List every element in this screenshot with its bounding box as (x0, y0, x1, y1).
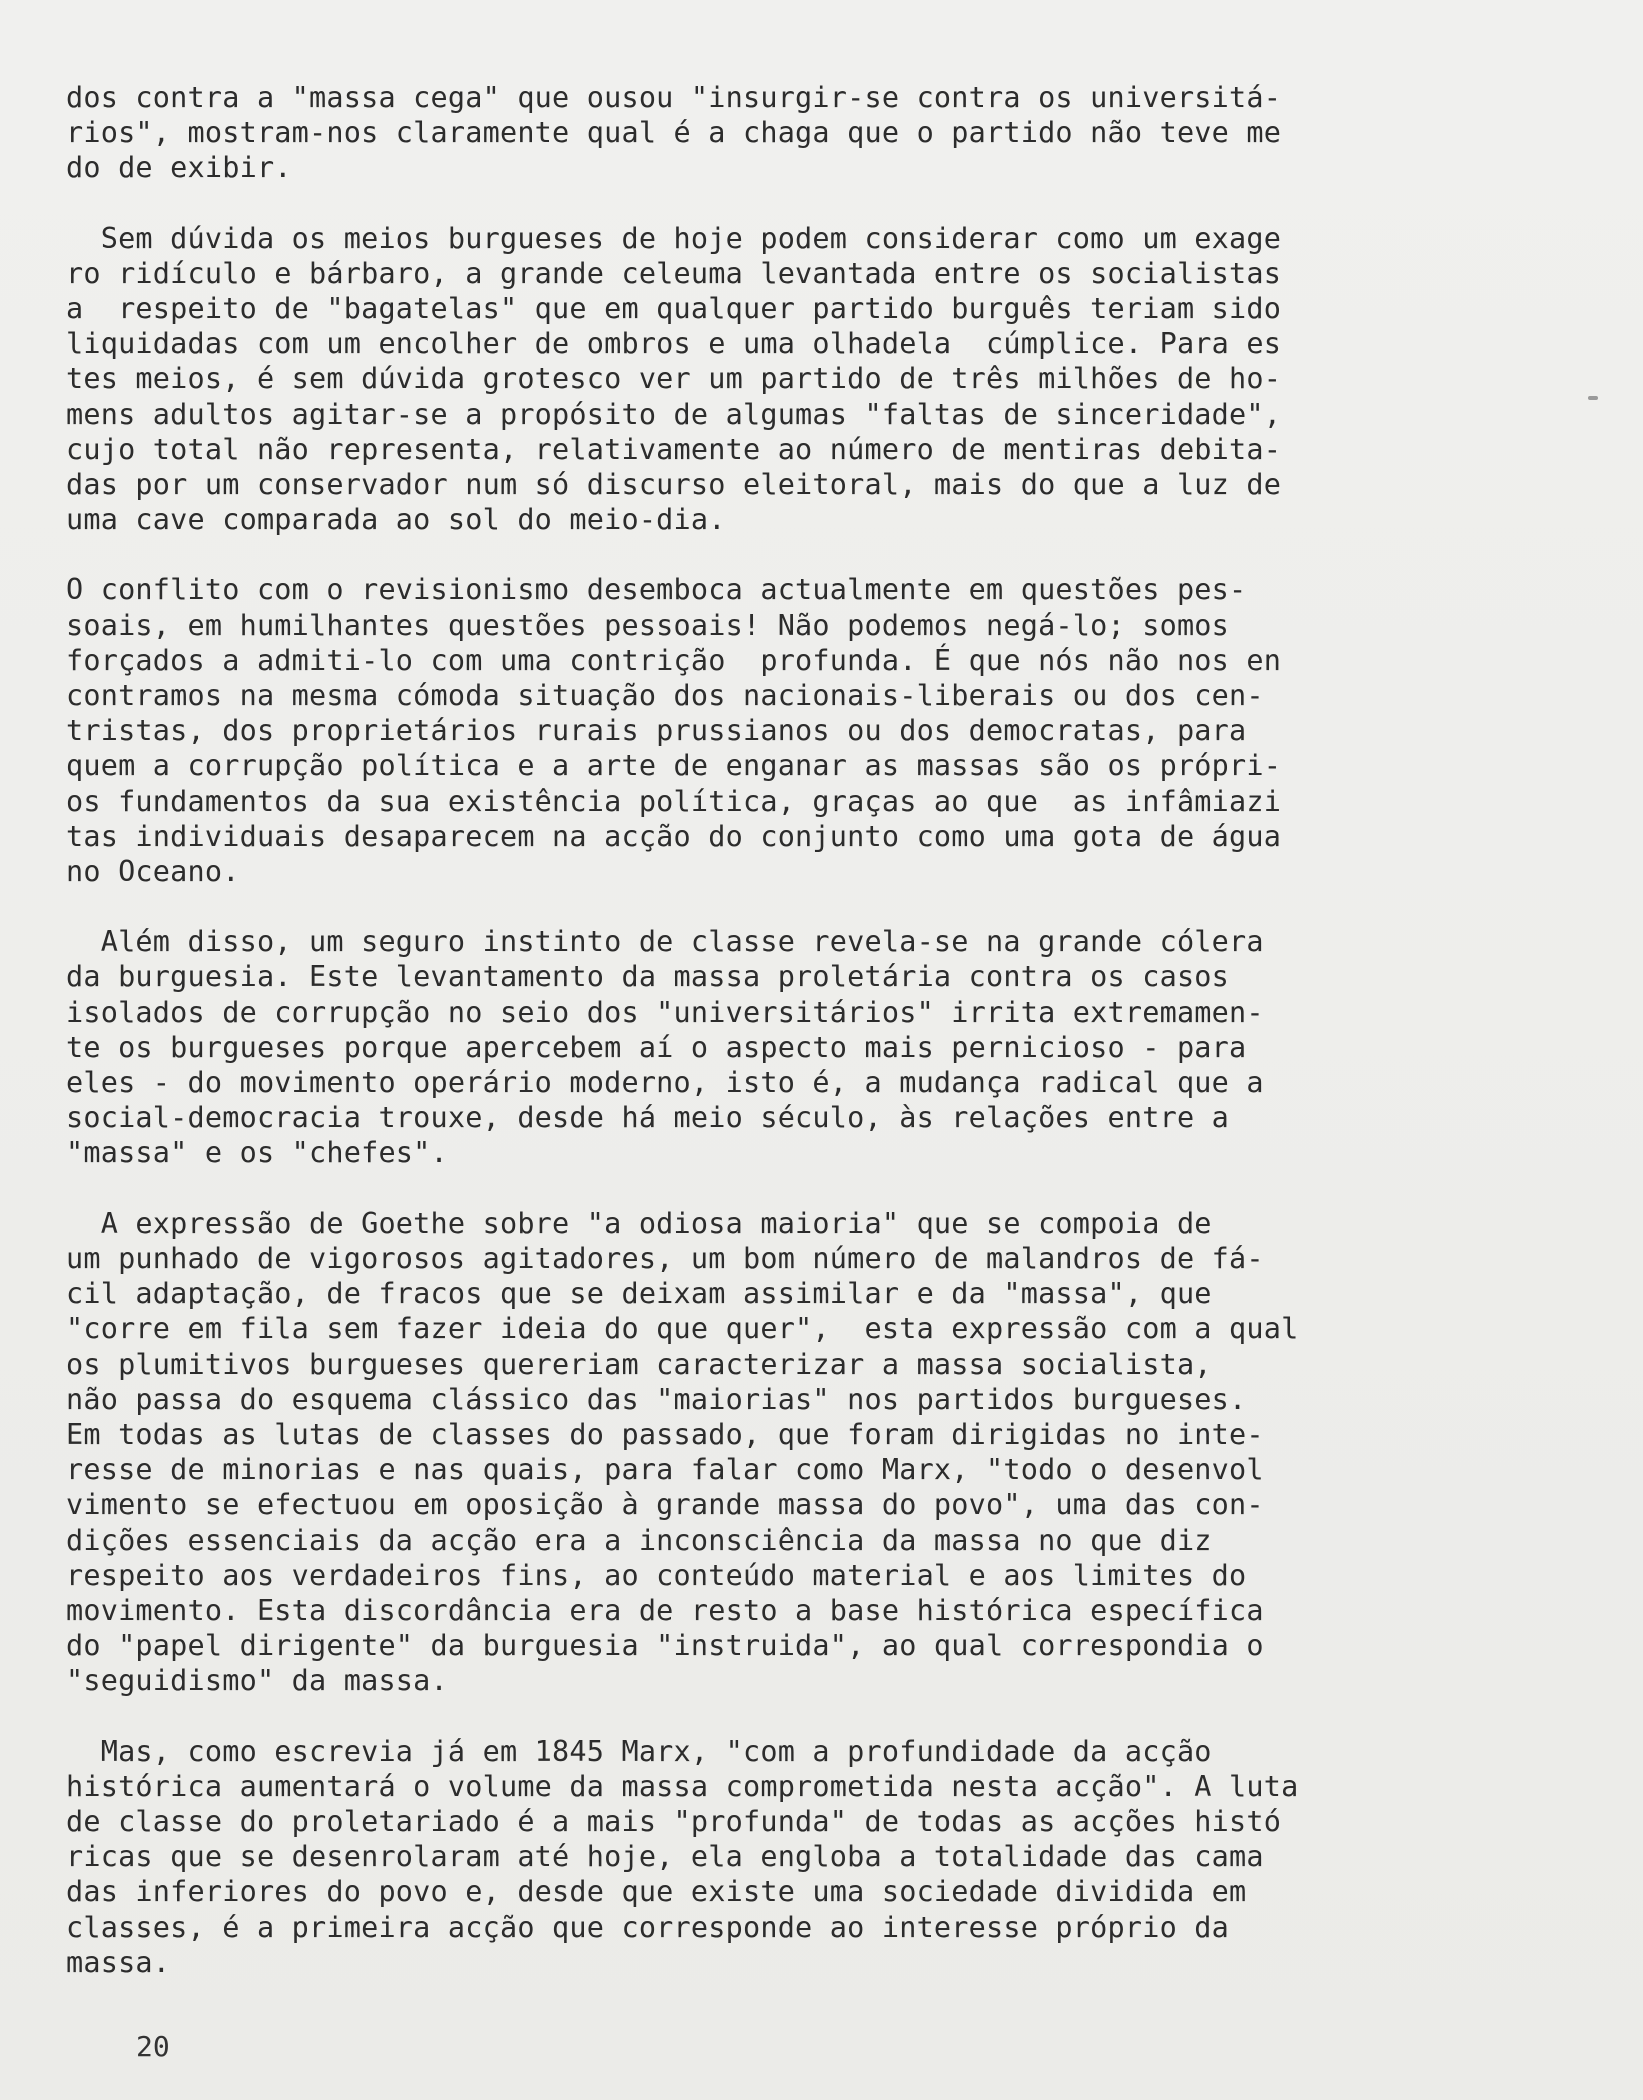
text-line: te os burgueses porque apercebem aí o aspecto mais pernicioso - para (66, 1030, 1247, 1064)
text-line: tes meios, é sem dúvida grotesco ver um partido de três milhões de ho- (66, 362, 1282, 396)
margin-mark (1588, 396, 1598, 400)
text-line: Sem dúvida os meios burgueses de hoje podem considerar como um exage (66, 221, 1282, 255)
text-line: social-democracia trouxe, desde há meio século, às relações entre a (66, 1101, 1230, 1135)
text-line: isolados de corrupção no seio dos "universitários" irrita extremamen- (66, 995, 1264, 1029)
text-line: do de exibir. (66, 151, 292, 185)
text-line: das inferiores do povo e, desde que existe uma sociedade dividida em (66, 1875, 1247, 1909)
text-line: vimento se efectuou em oposição à grande massa do povo", uma das con- (66, 1488, 1264, 1522)
text-line: ricas que se desenrolaram até hoje, ela engloba a totalidade das cama (66, 1840, 1264, 1874)
text-line: tas individuais desaparecem na acção do conjunto como uma gota de água (66, 819, 1282, 853)
text-line: quem a corrupção política e a arte de enganar as massas são os própri- (66, 749, 1282, 783)
text-line: do "papel dirigente" da burguesia "instruida", ao qual correspondia o (66, 1629, 1264, 1663)
text-line: resse de minorias e nas quais, para falar como Marx, "todo o desenvol (66, 1453, 1264, 1487)
text-line: Além disso, um seguro instinto de classe revela-se na grande cólera (66, 925, 1264, 959)
paragraph (66, 924, 1466, 1170)
page-number: 20 (136, 2030, 170, 2063)
text-line: rios", mostram-nos claramente qual é a chaga que o partido não teve me (66, 116, 1282, 150)
text-line: "corre em fila sem fazer ideia do que quer", esta expressão com a qual (66, 1312, 1299, 1346)
text-line: histórica aumentará o volume da massa comprometida nesta acção". A luta (66, 1769, 1299, 1803)
text-line: movimento. Esta discordância era de resto a base histórica específica (66, 1593, 1264, 1627)
paragraph (66, 221, 1466, 538)
paragraph (66, 1206, 1466, 1699)
text-line: das por um conservador num só discurso eleitoral, mais do que a luz de (66, 468, 1282, 502)
text-line: eles - do movimento operário moderno, isto é, a mudança radical que a (66, 1066, 1264, 1100)
text-line: classes, é a primeira acção que corresponde ao interesse próprio da (66, 1910, 1230, 1944)
text-line: tristas, dos proprietários rurais prussianos ou dos democratas, para (66, 714, 1247, 748)
text-line: Mas, como escrevia já em 1845 Marx, "com a profundidade da acção (66, 1734, 1212, 1768)
text-line: A expressão de Goethe sobre "a odiosa maioria" que se compoia de (66, 1206, 1212, 1240)
text-line: um punhado de vigorosos agitadores, um bom número de malandros de fá- (66, 1241, 1264, 1275)
paragraph (66, 80, 1466, 186)
text-line: no Oceano. (66, 855, 240, 889)
text-line: cil adaptação, de fracos que se deixam assimilar e da "massa", que (66, 1277, 1212, 1311)
text-line: dições essenciais da acção era a inconsciência da massa no que diz (66, 1523, 1212, 1557)
text-line: O conflito com o revisionismo desemboca actualmente em questões pes- (66, 573, 1247, 607)
text-line: massa. (66, 1945, 171, 1979)
text-line: liquidadas com um encolher de ombros e uma olhadela cúmplice. Para es (66, 327, 1282, 361)
text-line: de classe do proletariado é a mais "profunda" de todas as acções histó (66, 1804, 1282, 1838)
text-line: "seguidismo" da massa. (66, 1664, 448, 1698)
text-line: contramos na mesma cómoda situação dos nacionais-liberais ou dos cen- (66, 679, 1264, 713)
paragraph (66, 572, 1466, 889)
document-body (66, 80, 1466, 2015)
text-line: respeito aos verdadeiros fins, ao conteúdo material e aos limites do (66, 1558, 1247, 1592)
text-line: os fundamentos da sua existência política, graças ao que as infâmiazi (66, 784, 1282, 818)
text-line: uma cave comparada ao sol do meio-dia. (66, 503, 726, 537)
text-line: cujo total não representa, relativamente ao número de mentiras debita- (66, 432, 1282, 466)
text-line: mens adultos agitar-se a propósito de algumas "faltas de sinceridade", (66, 397, 1282, 431)
text-line: dos contra a "massa cega" que ousou "insurgir-se contra os universitá- (66, 81, 1282, 114)
text-line: a respeito de "bagatelas" que em qualquer partido burguês teriam sido (66, 292, 1282, 326)
text-line: da burguesia. Este levantamento da massa proletária contra os casos (66, 960, 1230, 994)
text-line: não passa do esquema clássico das "maiorias" nos partidos burgueses. (66, 1382, 1247, 1416)
text-line: "massa" e os "chefes". (66, 1136, 448, 1170)
text-line: forçados a admiti-lo com uma contrição profunda. É que nós não nos en (66, 643, 1282, 677)
text-line: os plumitivos burgueses quereriam caracterizar a massa socialista, (66, 1347, 1212, 1381)
text-line: ro ridículo e bárbaro, a grande celeuma levantada entre os socialistas (66, 256, 1282, 290)
text-line: Em todas as lutas de classes do passado, que foram dirigidas no inte- (66, 1417, 1264, 1451)
paragraph (66, 1734, 1466, 1980)
text-line: soais, em humilhantes questões pessoais! Não podemos negá-lo; somos (66, 608, 1230, 642)
